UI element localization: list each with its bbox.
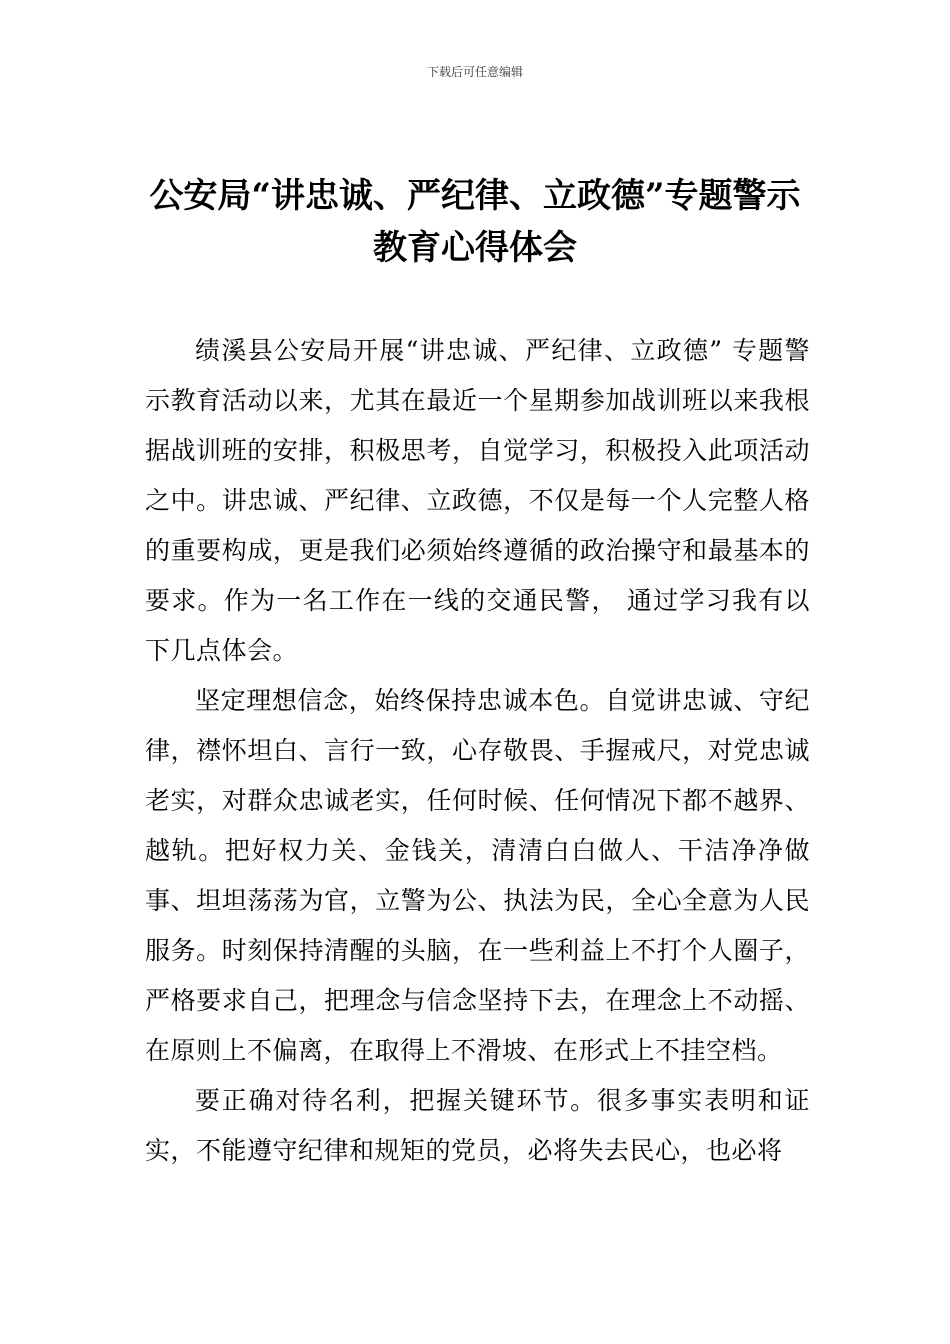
document-body xyxy=(145,326,810,1176)
document-title: 公安局“讲忠诚、严纪律、立政德”专题警示教育心得体会 xyxy=(149,176,801,268)
paragraph-2: 坚定理想信念，始终保持忠诚本色。自觉讲忠诚、守纪律，襟怀坦白、言行一致，心存敬畏、手握戒尺，对党忠诚老实，对群众忠诚老实，任何时候、任何情况下都不越界、越轨。把好权力关、金钱关，清清白白做人、干洁净净做事、坦坦荡荡为官，立警为公、执法为民，全心全意为人民服务。时刻保持清醒的头脑，在一些利益上不打个人圈子，严格要求自己，把理念与信念坚持下去，在理念上不动摇、在原则上不偏离，在取得上不滑坡、在形式上不挂空档。 xyxy=(145,686,810,1065)
paragraph-3: 要正确对待名利，把握关键环节。很多事实表明和证实，不能遵守纪律和规矩的党员，必将失去民心，也必将 xyxy=(145,1086,810,1165)
paragraph-1: 绩溪县公安局开展“讲忠诚、严纪律、立政德” 专题警示教育活动以来，尤其在最近一个星期参加战训班以来我根据战训班的安排，积极思考，自觉学习，积极投入此项活动之中。讲忠诚、严纪律、立政德，不仅是每一个人完整人格的重要构成，更是我们必须始终遵循的政治操守和最基本的要求。作为一名工作在一线的交通民警， 通过学习我有以下几点体会。 xyxy=(145,336,810,665)
header-note: 下载后可任意编辑 xyxy=(426,65,523,79)
